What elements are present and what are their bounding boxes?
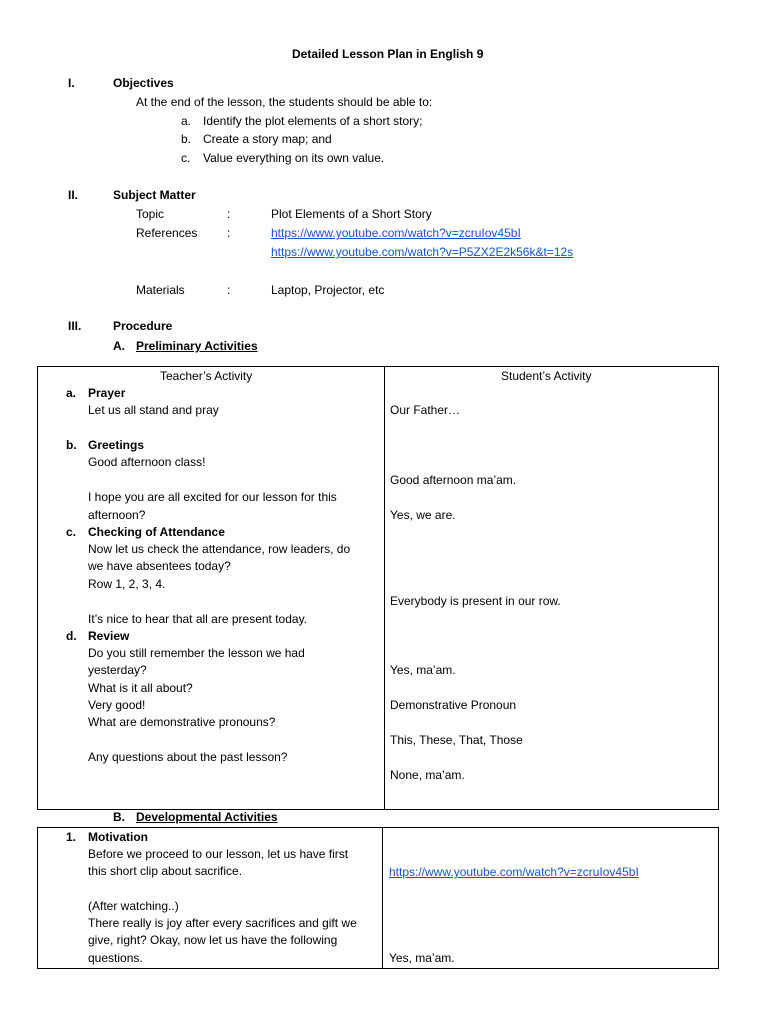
teacher-line: What are demonstrative pronouns? [88,715,276,729]
item-title-attendance: Checking of Attendance [88,525,225,539]
item-title-motivation: Motivation [88,830,148,844]
objective-item: Identify the plot elements of a short story; [203,114,423,128]
section-title-procedure: Procedure [113,319,173,333]
teacher-line: (After watching..) [88,899,179,913]
colon: : [227,207,231,221]
colon: : [227,283,231,297]
topic-value: Plot Elements of a Short Story [271,207,432,221]
section-number-iii: III. [68,319,82,333]
section-title-subject-matter: Subject Matter [113,188,196,202]
materials-label: Materials [136,283,185,297]
references-label: References [136,226,198,240]
colon: : [227,226,231,240]
teacher-line: Now let us check the attendance, row leaders, do [88,542,351,556]
student-line: Our Father… [390,403,461,417]
teacher-line: this short clip about sacrifice. [88,864,243,878]
objective-letter: a. [181,114,192,128]
item-number: 1. [66,830,77,844]
teacher-line: There really is joy after every sacrifices and gift we [88,916,357,930]
objective-item: Value everything on its own value. [203,151,385,165]
item-title-greetings: Greetings [88,438,145,452]
table-divider [384,366,385,810]
item-letter: d. [66,629,77,643]
section-number-ii: II. [68,188,79,202]
teacher-line: we have absentees today? [88,559,231,573]
teacher-line: Do you still remember the lesson we had [88,646,305,660]
item-letter: a. [66,386,77,400]
objectives-intro: At the end of the lesson, the students should be able to: [136,95,433,109]
section-title-objectives: Objectives [113,76,174,90]
item-letter: b. [66,438,77,452]
reference-link-2[interactable]: https://www.youtube.com/watch?v=P5ZX2E2k56k&t=12s [271,245,574,259]
teacher-line: yesterday? [88,663,147,677]
teacher-line: Before we proceed to our lesson, let us have first [88,847,349,861]
teacher-line: Row 1, 2, 3, 4. [88,577,166,591]
subsection-title-developmental: Developmental Activities [136,810,278,824]
table-divider [382,827,383,969]
topic-label: Topic [136,207,165,221]
student-line: Yes, ma’am. [389,951,455,965]
subsection-title-preliminary: Preliminary Activities [136,339,258,353]
teacher-line: give, right? Okay, now let us have the following [88,933,338,947]
reference-link-1[interactable]: https://www.youtube.com/watch?v=zcruIov45bI [271,226,521,240]
section-number-i: I. [68,76,75,90]
item-title-prayer: Prayer [88,386,126,400]
document-title: Detailed Lesson Plan in English 9 [292,47,484,61]
teacher-line: Let us all stand and pray [88,403,219,417]
student-line: Yes, we are. [390,508,456,522]
student-line: This, These, That, Those [390,733,523,747]
student-activity-header: Student’s Activity [501,369,592,383]
teacher-line: Good afternoon class! [88,455,206,469]
motivation-video-link[interactable]: https://www.youtube.com/watch?v=zcruIov45bI [389,865,639,879]
student-line: Everybody is present in our row. [390,594,561,608]
teacher-line: I hope you are all excited for our lesson for this [88,490,337,504]
student-line: Good afternoon ma’am. [390,473,517,487]
teacher-activity-header: Teacher’s Activity [160,369,253,383]
teacher-line: What is it all about? [88,681,193,695]
subsection-letter-b: B. [113,810,125,824]
student-line: Yes, ma’am. [390,663,456,677]
objective-item: Create a story map; and [203,132,332,146]
item-letter: c. [66,525,77,539]
teacher-line: Very good! [88,698,146,712]
teacher-line: Any questions about the past lesson? [88,750,288,764]
teacher-line: questions. [88,951,143,965]
objective-letter: c. [181,151,191,165]
item-title-review: Review [88,629,130,643]
materials-value: Laptop, Projector, etc [271,283,385,297]
student-line: Demonstrative Pronoun [390,698,517,712]
teacher-line: It’s nice to hear that all are present today. [88,612,308,626]
objective-letter: b. [181,132,192,146]
student-line: None, ma’am. [390,768,465,782]
teacher-line: afternoon? [88,508,146,522]
subsection-letter-a: A. [113,339,125,353]
